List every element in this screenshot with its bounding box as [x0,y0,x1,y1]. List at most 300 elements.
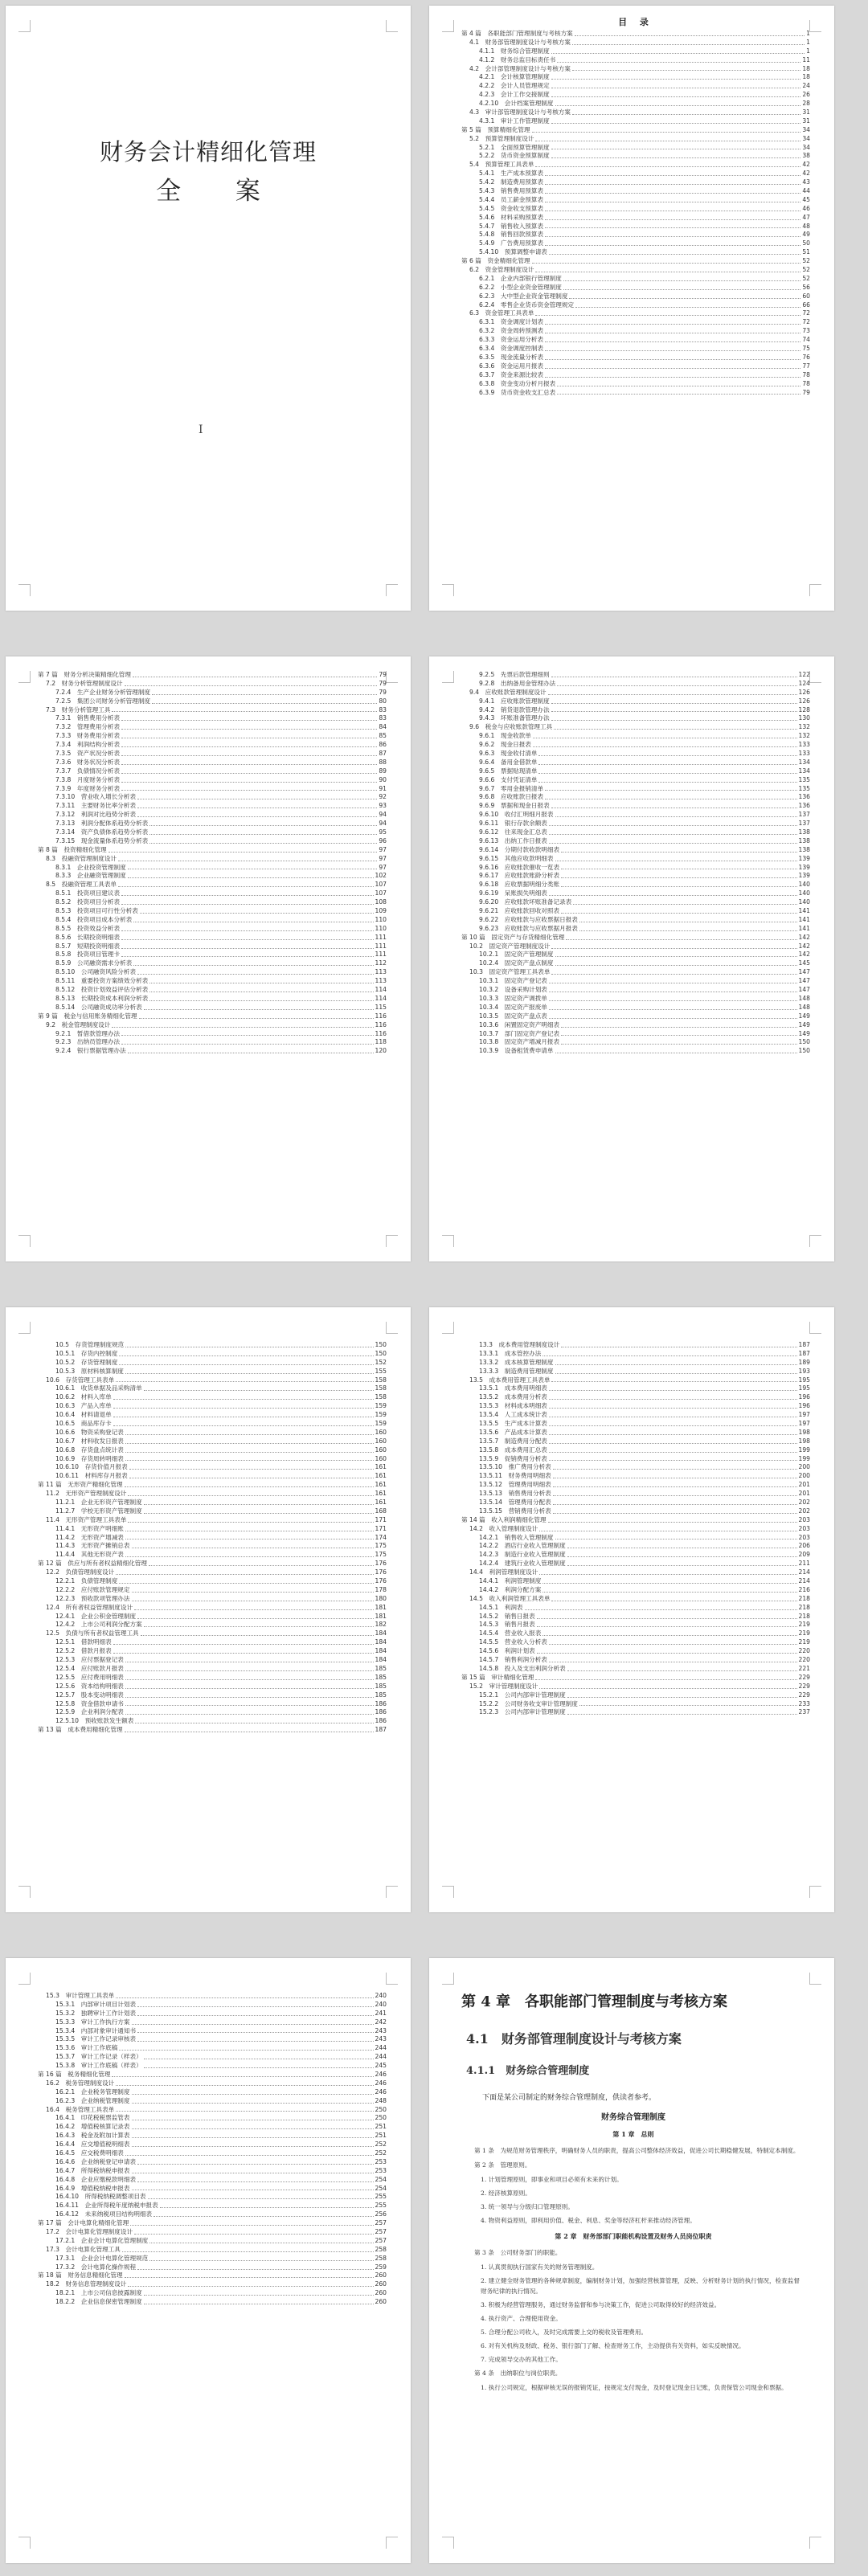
toc-entry[interactable] [38,907,387,916]
toc-entry[interactable] [38,714,387,723]
toc-entry[interactable] [38,2210,387,2219]
toc-entry[interactable] [461,697,810,706]
toc-entry-title: 16.4.4 应交增值税明细表 [55,2141,130,2149]
toc-entry[interactable] [38,1717,387,1726]
toc-entry[interactable] [461,178,810,187]
toc-entry[interactable] [38,697,387,706]
toc-entry[interactable] [461,1507,810,1516]
toc-entry[interactable] [461,47,810,56]
toc-entry-title: 9.4.2 销货退款管理办法 [479,705,550,714]
toc-entry-title: 6.3.6 资金运用月报表 [479,362,544,370]
toc-entry[interactable] [461,714,810,723]
toc-entry[interactable] [461,248,810,257]
toc-entry[interactable] [461,846,810,855]
toc-entry[interactable] [461,65,810,74]
toc-entry[interactable] [38,785,387,794]
toc-entry[interactable] [38,1691,387,1700]
toc-leader-dots [545,324,800,325]
toc-entry[interactable] [38,2123,387,2132]
toc-entry[interactable] [38,2071,387,2079]
toc-entry[interactable] [38,2018,387,2027]
toc-entry[interactable] [461,284,810,292]
toc-entry[interactable] [38,864,387,873]
toc-entry[interactable] [461,951,810,960]
toc-leader-dots [125,1460,374,1461]
toc-entry[interactable] [461,214,810,223]
toc-entry[interactable] [461,1499,810,1507]
toc-entry[interactable] [461,741,810,750]
toc-entry-page: 135 [798,775,810,783]
toc-entry[interactable] [461,855,810,864]
toc-entry[interactable] [461,1647,810,1656]
toc-entry[interactable] [461,100,810,108]
toc-entry[interactable] [38,995,387,1004]
toc-entry[interactable] [38,2027,387,2036]
toc-entry-page: 203 [798,1524,810,1532]
toc-entry[interactable] [38,1393,387,1402]
toc-entry[interactable] [461,706,810,715]
toc-entry[interactable] [38,951,387,960]
toc-entry[interactable] [461,1455,810,1464]
toc-entry[interactable] [38,1638,387,1647]
toc-entry[interactable] [38,2185,387,2194]
toc-entry[interactable] [461,811,810,820]
toc-entry[interactable] [38,1577,387,1586]
toc-entry[interactable] [461,802,810,811]
toc-entry[interactable] [461,126,810,135]
toc-entry[interactable] [38,1586,387,1595]
toc-entry[interactable] [38,1481,387,1490]
toc-entry[interactable] [461,196,810,205]
toc-entry[interactable] [38,1420,387,1429]
toc-entry[interactable] [38,1437,387,1446]
toc-entry-title: 9.6.6 支付凭证清单 [479,775,538,783]
toc-entry[interactable] [38,986,387,995]
toc-entry[interactable] [461,1691,810,1700]
toc-leader-dots [573,904,796,905]
toc-entry[interactable] [38,2298,387,2307]
toc-entry[interactable] [461,380,810,389]
toc-entry[interactable] [38,1674,387,1683]
toc-entry[interactable] [461,977,810,986]
toc-entry-title: 11.4 无形资产管理工具表单 [46,1515,127,1523]
toc-entry[interactable] [461,1384,810,1393]
toc-entry[interactable] [38,2053,387,2062]
toc-entry[interactable] [38,2255,387,2263]
toc-entry[interactable] [38,2062,387,2071]
toc-entry[interactable] [38,1384,387,1393]
toc-entry[interactable] [38,1030,387,1039]
toc-entry[interactable] [38,1038,387,1047]
toc-entry[interactable] [38,977,387,986]
toc-entry[interactable] [461,1047,810,1056]
toc-entry[interactable] [38,2106,387,2115]
toc-entry[interactable] [461,732,810,741]
toc-entry[interactable] [38,1604,387,1613]
toc-entry[interactable] [38,1429,387,1437]
toc-entry[interactable] [461,187,810,196]
toc-entry[interactable] [461,1490,810,1499]
toc-entry-title: 7.3.8 月度财务分析表 [55,775,121,783]
toc-entry[interactable] [461,239,810,248]
toc-entry[interactable] [461,1542,810,1551]
toc-entry[interactable] [38,802,387,811]
toc-entry[interactable] [461,389,810,398]
toc-entry[interactable] [38,2088,387,2097]
toc-entry[interactable] [461,91,810,100]
toc-entry[interactable] [38,1368,387,1376]
toc-entry[interactable] [38,1472,387,1481]
toc-entry[interactable] [38,2167,387,2176]
toc-entry[interactable] [38,750,387,758]
toc-entry[interactable] [461,327,810,336]
toc-entry[interactable] [38,2158,387,2167]
toc-entry[interactable] [38,1499,387,1507]
toc-entry[interactable] [461,1577,810,1586]
toc-entry[interactable] [38,855,387,864]
toc-entry[interactable] [461,1586,810,1595]
toc-leader-dots [121,782,377,783]
toc-entry[interactable] [38,828,387,837]
toc-entry[interactable] [461,152,810,161]
toc-entry[interactable] [461,785,810,794]
toc-entry[interactable] [38,959,387,968]
toc-entry-title: 7.3.12 利润对比趋势分析表 [55,811,137,819]
toc-entry[interactable] [461,318,810,327]
toc-entry[interactable] [461,1004,810,1012]
toc-entry[interactable] [38,1350,387,1359]
toc-entry[interactable] [461,73,810,82]
toc-leader-dots [133,965,373,966]
toc-entry[interactable] [461,310,810,319]
toc-entry[interactable] [38,2114,387,2123]
toc-entry[interactable] [461,117,810,126]
toc-entry[interactable] [461,56,810,65]
toc-entry[interactable] [38,1534,387,1543]
toc-entry[interactable] [461,1021,810,1030]
toc-entry[interactable] [38,846,387,855]
toc-entry[interactable] [38,1446,387,1455]
toc-entry[interactable] [461,758,810,767]
toc-entry[interactable] [38,1047,387,1056]
toc-entry[interactable] [38,1700,387,1709]
toc-entry[interactable] [461,1359,810,1368]
toc-entry[interactable] [38,1542,387,1551]
toc-entry[interactable] [461,925,810,934]
toc-entry[interactable] [461,292,810,301]
toc-entry-title: 8.3 投融资管理制度设计 [46,854,117,862]
toc-leader-dots [149,843,377,844]
toc-entry[interactable] [38,1683,387,1691]
toc-leader-dots [141,1635,374,1636]
toc-entry[interactable] [38,2219,387,2228]
toc-entry[interactable] [38,1004,387,1012]
toc-entry-page: 116 [375,1029,387,1037]
toc-entry-title: 4.3.1 审计工作管理制度 [479,117,550,125]
toc-entry[interactable] [461,986,810,995]
toc-entry[interactable] [38,2228,387,2237]
toc-entry[interactable] [38,811,387,820]
toc-entry[interactable] [38,1411,387,1420]
toc-entry-page: 148 [798,994,810,1002]
toc-entry[interactable] [461,1534,810,1543]
toc-entry[interactable] [38,1012,387,1021]
toc-entry[interactable] [461,135,810,144]
toc-entry[interactable] [461,820,810,828]
toc-entry[interactable] [38,2141,387,2149]
toc-entry[interactable] [461,1376,810,1385]
toc-entry[interactable] [461,371,810,380]
toc-entry[interactable] [461,680,810,689]
toc-entry[interactable] [461,1656,810,1665]
toc-entry[interactable] [461,1030,810,1039]
toc-entry[interactable] [461,1683,810,1691]
toc-entry[interactable] [38,872,387,881]
toc-entry[interactable] [461,1708,810,1717]
toc-entry[interactable] [461,1525,810,1534]
toc-entry[interactable] [38,2010,387,2018]
toc-entry[interactable] [38,2149,387,2158]
toc-entry[interactable] [38,820,387,828]
toc-leader-dots [538,764,796,765]
toc-entry[interactable] [461,942,810,951]
toc-entry[interactable] [461,1665,810,1674]
toc-entry[interactable] [461,1446,810,1455]
toc-entry[interactable] [38,2280,387,2289]
toc-entry[interactable] [38,2035,387,2044]
toc-entry[interactable] [38,1621,387,1630]
toc-entry[interactable] [461,916,810,925]
toc-entry[interactable] [461,144,810,153]
toc-entry[interactable] [461,1402,810,1411]
toc-entry[interactable] [38,898,387,907]
toc-entry[interactable] [461,257,810,266]
toc-entry[interactable] [38,2132,387,2141]
toc-entry[interactable] [461,301,810,310]
toc-leader-dots [144,1513,374,1514]
toc-entry[interactable] [461,362,810,371]
toc-entry[interactable] [38,1455,387,1464]
toc-entry[interactable] [461,1341,810,1350]
toc-entry[interactable] [461,864,810,873]
toc-entry[interactable] [38,1516,387,1525]
toc-entry[interactable] [461,39,810,47]
toc-entry[interactable] [38,1359,387,1368]
toc-leader-dots [121,755,377,756]
toc-entry-title: 5.4.8 销售回款预算表 [479,231,544,239]
toc-entry[interactable] [38,916,387,925]
toc-entry[interactable] [461,1038,810,1047]
toc-entry[interactable] [461,1674,810,1683]
toc-entry[interactable] [461,767,810,776]
toc-entry[interactable] [38,793,387,802]
toc-entry[interactable] [38,925,387,934]
toc-entry[interactable] [38,2289,387,2298]
toc-entry[interactable] [38,1560,387,1568]
toc-entry-title: 10.6.4 材料请退单 [55,1411,112,1419]
toc-leader-dots [144,2067,374,2068]
toc-entry[interactable] [38,2044,387,2053]
toc-entry[interactable] [461,1437,810,1446]
toc-entry[interactable] [38,758,387,767]
list-item: 1. 计划管理原则，即事业和项目必须有未来的计划。 [481,2176,623,2183]
toc-entry-title: 11.2.7 学校无形资产管理制度 [55,1507,142,1515]
toc-entry[interactable] [461,750,810,758]
toc-entry[interactable] [461,898,810,907]
toc-entry[interactable] [38,1665,387,1674]
toc-entry[interactable] [38,1595,387,1604]
toc-entry-title: 8.5.8 投资项目管理卡 [55,951,121,959]
toc-entry[interactable] [461,205,810,214]
toc-entry[interactable] [38,776,387,785]
toc-entry[interactable] [38,2079,387,2088]
toc-entry[interactable] [461,1420,810,1429]
toc-entry[interactable] [461,108,810,117]
toc-entry[interactable] [461,1568,810,1577]
toc-entry[interactable] [461,1481,810,1490]
toc-entry[interactable] [461,1429,810,1437]
toc-entry[interactable] [38,1647,387,1656]
toc-entry[interactable] [38,934,387,942]
toc-entry[interactable] [461,1621,810,1630]
toc-entry[interactable] [461,1463,810,1472]
toc-entry[interactable] [38,741,387,750]
toc-entry[interactable] [38,968,387,977]
toc-entry[interactable] [38,1613,387,1621]
toc-entry[interactable] [38,1402,387,1411]
toc-entry-page: 214 [798,1568,810,1576]
toc-entry[interactable] [461,231,810,239]
toc-entry[interactable] [461,934,810,942]
toc-leader-dots [537,1618,797,1619]
toc-entry[interactable] [38,881,387,889]
toc-entry[interactable] [38,2097,387,2106]
toc-entry[interactable] [461,1613,810,1621]
toc-entry[interactable] [461,266,810,275]
toc-entry[interactable] [38,671,387,680]
toc-entry[interactable] [461,872,810,881]
toc-entry[interactable] [461,1012,810,1021]
toc-entry[interactable] [461,723,810,732]
toc-entry[interactable] [38,1568,387,1577]
toc-entry-page: 181 [375,1603,387,1611]
toc-entry[interactable] [461,959,810,968]
toc-entry[interactable] [38,942,387,951]
toc-entry[interactable] [461,336,810,345]
toc-entry-page: 95 [379,828,387,836]
toc-entry[interactable] [38,1463,387,1472]
toc-entry[interactable] [38,767,387,776]
toc-entry[interactable] [38,1551,387,1560]
toc-entry[interactable] [38,837,387,846]
toc-entry[interactable] [461,1551,810,1560]
toc-entry[interactable] [461,275,810,284]
toc-entry[interactable] [38,2246,387,2255]
toc-entry[interactable] [461,968,810,977]
toc-entry[interactable] [38,1992,387,2001]
toc-entry[interactable] [461,793,810,802]
toc-entry[interactable] [38,1656,387,1665]
toc-entry[interactable] [461,223,810,231]
toc-entry[interactable] [38,2263,387,2272]
toc-entry[interactable] [38,1376,387,1385]
toc-entry[interactable] [461,1393,810,1402]
toc-entry[interactable] [38,1490,387,1499]
toc-entry-title: 9.2.1 暂借款管理办法 [55,1029,121,1037]
toc-entry[interactable] [461,1368,810,1376]
toc-entry[interactable] [38,889,387,898]
toc-leader-dots [548,694,797,695]
toc-leader-dots [572,44,805,45]
toc-entry-title: 4.1.1 财务综合管理制度 [479,47,550,55]
toc-leader-dots [579,1705,797,1706]
toc-entry[interactable] [38,2176,387,2185]
toc-leader-dots [549,843,797,844]
toc-entry[interactable] [461,1604,810,1613]
toc-entry[interactable] [38,1507,387,1516]
toc-entry[interactable] [38,1525,387,1534]
toc-entry[interactable] [461,776,810,785]
toc-entry[interactable] [461,689,810,697]
toc-entry[interactable] [461,1472,810,1481]
toc-entry-title: 18.2 财务信息管理制度设计 [46,2280,127,2288]
toc-entry[interactable] [461,828,810,837]
toc-entry[interactable] [461,1411,810,1420]
toc-entry[interactable] [38,2237,387,2246]
toc-entry[interactable] [38,1341,387,1350]
toc-entry[interactable] [461,837,810,846]
toc-entry[interactable] [38,689,387,697]
toc-entry[interactable] [461,671,810,680]
toc-entry[interactable] [461,1350,810,1359]
toc-entry[interactable] [38,723,387,732]
toc-entry[interactable] [38,1726,387,1735]
toc-entry[interactable] [461,1700,810,1709]
toc-entry[interactable] [461,1595,810,1604]
toc-entry-title: 12.2.3 预收款项管理办法 [55,1594,130,1602]
toc-entry[interactable] [461,1638,810,1647]
toc-entry[interactable] [461,907,810,916]
toc-entry-title: 10.6.7 材料收发日报表 [55,1437,124,1445]
toc-entry[interactable] [461,170,810,178]
toc-entry[interactable] [461,30,810,39]
toc-entry[interactable] [461,354,810,362]
toc-entry[interactable] [38,1629,387,1638]
toc-entry[interactable] [38,706,387,715]
toc-entry[interactable] [38,2202,387,2210]
toc-entry[interactable] [461,345,810,354]
toc-entry[interactable] [38,2272,387,2281]
toc-entry[interactable] [38,2193,387,2202]
toc-entry-title: 8.5.3 投资项目可行性分析表 [55,907,138,915]
toc-entry[interactable] [38,2001,387,2010]
toc-entry[interactable] [461,1516,810,1525]
toc-entry[interactable] [461,82,810,91]
toc-entry[interactable] [38,732,387,741]
toc-entry[interactable] [461,161,810,170]
toc-entry[interactable] [461,889,810,898]
toc-entry[interactable] [38,1708,387,1717]
page-corner-mark [809,671,821,683]
page-corner-mark [809,1235,821,1247]
toc-entry[interactable] [461,995,810,1004]
toc-entry[interactable] [461,1629,810,1638]
toc-entry[interactable] [461,1560,810,1568]
toc-entry-page: 84 [379,723,387,731]
toc-entry[interactable] [461,881,810,889]
toc-entry[interactable] [38,680,387,689]
toc-entry[interactable] [38,1021,387,1030]
